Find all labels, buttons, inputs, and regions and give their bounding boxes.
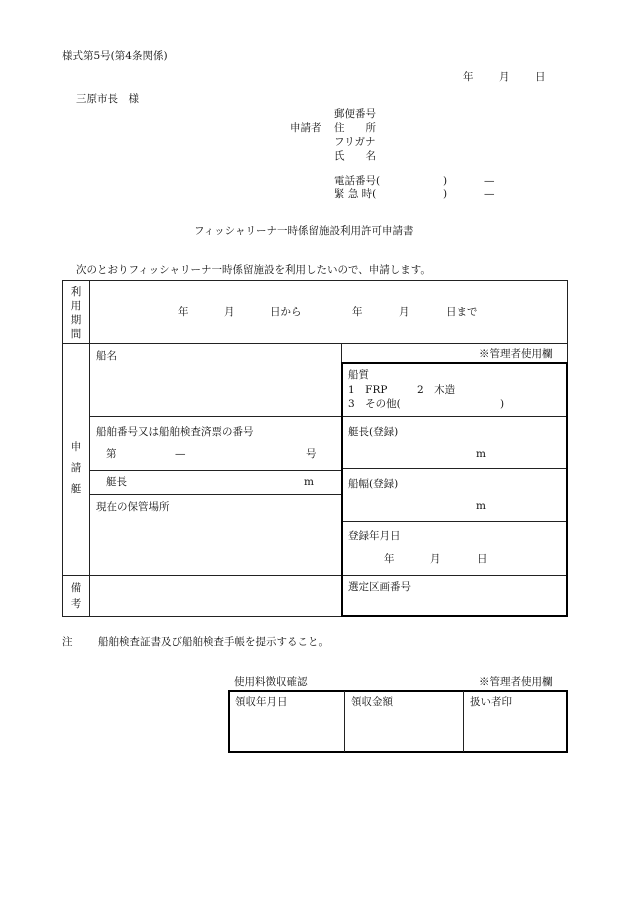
- addressee: 三原市長 様: [76, 93, 139, 105]
- fee-column-receipt-date: 領収年月日: [235, 696, 288, 708]
- note-text: 船舶検査証書及び船舶検査手帳を提示すること。: [98, 636, 329, 648]
- berth-number-label: 選定区画番号: [348, 581, 411, 593]
- admin-use-note: ※管理者使用欄: [479, 348, 553, 360]
- date-year-label: 年: [463, 71, 474, 83]
- registration-date-day: 日: [477, 553, 488, 565]
- hull-material-label: 船質: [348, 369, 369, 381]
- form-title: フィッシャリーナ一時係留施設利用許可申請書: [194, 225, 414, 237]
- hull-material-option-wood: 2 木造: [417, 384, 456, 396]
- registered-length-unit: m: [476, 448, 486, 460]
- vessel-row-label: 申 請 艇: [70, 441, 82, 495]
- remarks-row-label: 備 考: [70, 582, 82, 610]
- registered-width-label: 船幅(登録): [348, 478, 399, 490]
- registration-date-year: 年: [384, 553, 395, 565]
- storage-location-label: 現在の保管場所: [96, 501, 170, 513]
- date-day-label: 日: [535, 71, 546, 83]
- hull-material-other-close: ): [500, 398, 505, 410]
- registered-width-unit: m: [476, 500, 486, 512]
- vessel-length-label: 艇長: [106, 476, 127, 488]
- date-month-label: 月: [499, 71, 510, 83]
- hull-material-option-other: 3 その他(: [348, 398, 401, 410]
- period-start-year: 年: [178, 306, 189, 318]
- form-number: 様式第5号(第4条関係): [62, 50, 168, 62]
- fee-admin-use-note: ※管理者使用欄: [479, 676, 553, 688]
- postal-code-label: 郵便番号: [334, 108, 376, 120]
- period-start-month: 月: [224, 306, 235, 318]
- fee-confirmation-title: 使用料徴収確認: [234, 676, 308, 688]
- vessel-name-label: 船名: [96, 350, 117, 362]
- vessel-length-unit: m: [304, 476, 314, 488]
- furigana-label: フリガナ: [334, 136, 376, 148]
- emergency-dash: —: [484, 188, 495, 200]
- fee-column-handler-seal: 扱い者印: [470, 696, 512, 708]
- period-end-month: 月: [399, 306, 410, 318]
- registered-length-label: 艇長(登録): [348, 426, 399, 438]
- vessel-number-suffix: 号: [306, 448, 317, 460]
- phone-paren-close: ): [443, 175, 448, 187]
- hull-material-option-frp: 1 FRP: [348, 384, 388, 396]
- registration-date-month: 月: [430, 553, 441, 565]
- emergency-label: 緊 急 時(: [334, 188, 377, 200]
- period-row-label: 利 用 期 間: [70, 286, 82, 340]
- address-label: 住 所: [334, 122, 376, 134]
- vessel-number-label: 船舶番号又は船舶検査済票の番号: [96, 426, 254, 438]
- period-end-year: 年: [352, 306, 363, 318]
- period-to-label: 日まで: [446, 306, 478, 318]
- registration-date-label: 登録年月日: [348, 530, 401, 542]
- vessel-number-dash: —: [175, 448, 186, 460]
- fee-column-amount: 領収金額: [351, 696, 393, 708]
- note-label: 注: [62, 636, 73, 648]
- name-label: 氏 名: [334, 150, 376, 162]
- vessel-number-prefix: 第: [106, 448, 117, 460]
- applicant-label: 申請者: [290, 122, 322, 134]
- emergency-paren-close: ): [443, 188, 448, 200]
- period-from-label: 日から: [270, 306, 302, 318]
- phone-label: 電話番号(: [334, 175, 381, 187]
- intro-text: 次のとおりフィッシャリーナ一時係留施設を利用したいので、申請します。: [76, 264, 431, 276]
- phone-dash: —: [484, 175, 495, 187]
